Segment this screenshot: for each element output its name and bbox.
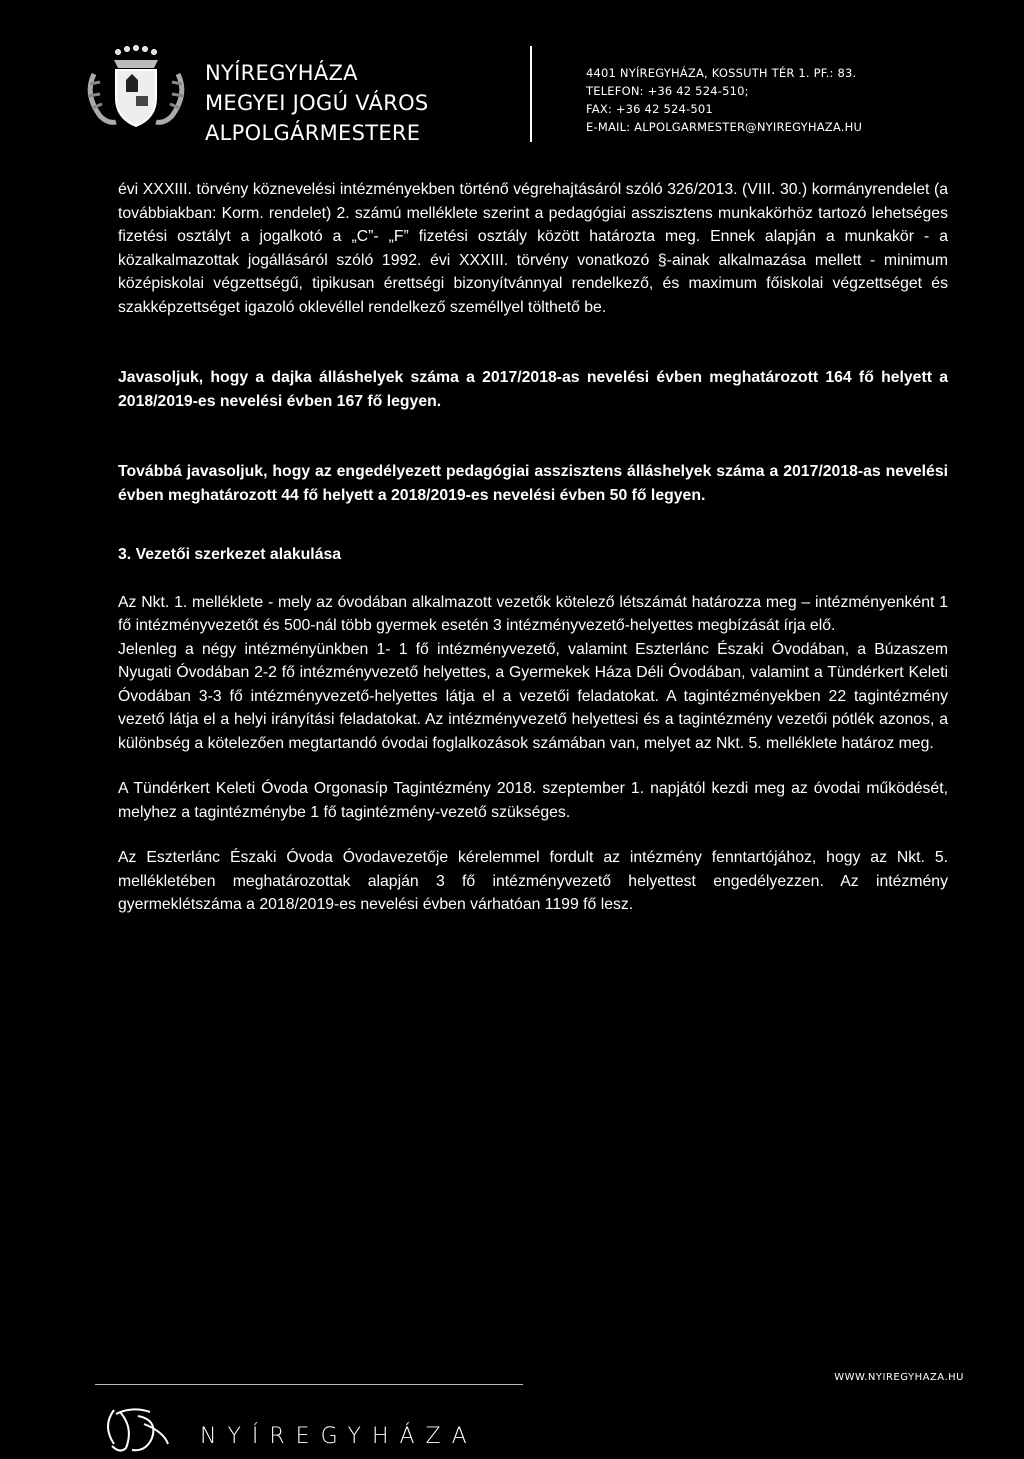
coat-of-arms-icon (74, 44, 194, 136)
org-line: ALPOLGÁRMESTERE (205, 121, 421, 145)
footer-website: WWW.NYIREGYHAZA.HU (834, 1372, 964, 1383)
org-line: MEGYEI JOGÚ VÁROS (205, 91, 429, 115)
contact-fax: FAX: +36 42 524-501 (586, 102, 713, 116)
paragraph: Jelenleg a négy intézményünkben 1- 1 fő intézményvezető, valamint Eszterlánc Északi Óvodában, a Búzaszem Nyugati Óvodában 2-2 fő intézményvezető helyettes, a Gyermekek Háza Déli Óvodában, valamint a Tündérkert Keleti Óvodában 3-3 fő intézményvezető-helyettes látja el a vezetői feladatokat. A tagintézményekben 22 tagintézmény vezető látja el a helyi irányítási feladatokat. Az intézményvezető helyettesi és a tagintézmény vezetői pótlék azonos, a különbség a kötelezően megtartandó óvodai foglalkozások számában van, melyet az Nkt. 5. melléklete határoz meg. (118, 640, 948, 752)
paragraph: Az Nkt. 1. melléklete - mely az óvodában alkalmazott vezetők kötelező létszámát határozza meg – intézményenként 1 fő intézményvezetőt és 500-nál több gyermek esetén 3 intézményvezető-helyettes megbízását írja elő. (118, 593, 948, 634)
paragraph: A Tündérkert Keleti Óvoda Orgonasíp Tagintézmény 2018. szeptember 1. napjától kezdi meg az óvodai működését, melyhez a tagintézménybe 1 fő tagintézmény-vezető szükséges. (118, 780, 948, 821)
org-line: NYÍREGYHÁZA (205, 61, 358, 85)
section-heading: 3. Vezetői szerkezet alakulása (118, 546, 342, 563)
contact-email: E-MAIL: ALPOLGARMESTER@NYIREGYHAZA.HU (586, 120, 863, 134)
document-body (118, 178, 948, 917)
paragraph: Az Eszterlánc Északi Óvoda Óvodavezetője kérelemmel fordult az intézmény fenntartójához, hogy az Nkt. 5. mellékletében meghatározottak alapján 3 fő intézményvezető helyettest engedélyezzen. Az intézmény gyermeklétszáma a 2018/2019-es nevelési évben várhatóan 1199 fő lesz. (118, 849, 948, 913)
proposal-paragraph: Javasoljuk, hogy a dajka álláshelyek száma a 2017/2018-as nevelési évben meghatározott 164 fő helyett a 2018/2019-es nevelési évben 167 fő legyen. (118, 369, 948, 410)
contact-address: 4401 NYÍREGYHÁZA, KOSSUTH TÉR 1. PF.: 83. (586, 66, 857, 80)
header-divider (530, 46, 532, 142)
paragraph: évi XXXIII. törvény köznevelési intézményekben történő végrehajtásáról szóló 326/2013. (VIII. 30.) kormányrendelet (a továbbiakban: Korm. rendelet) 2. számú melléklete szerint a pedagógiai asszisztens munkakörhöz tartozó lehetséges fizetési osztályt a jogalkotó a „C”- „F” fizetési osztály között határozta meg. Ennek alapján a munkakör - a közalkalmazottak jogállásáról szóló 1992. évi XXXIII. törvény vonatkozó §-ainak alkalmazása mellett - minimum középiskolai végzettségű, tipikusan érettségi bizonyítvánnyal rendelkező, és maximum főiskolai végzettséget és szakképzettséget igazoló oklevéllel rendelkező személlyel tölthető be. (118, 181, 948, 316)
footer-divider (95, 1384, 523, 1385)
footer-city-name: NYÍREGYHÁZA (200, 1424, 478, 1449)
contact-block (586, 64, 862, 136)
contact-phone: TELEFON: +36 42 524-510; (586, 84, 749, 98)
issuer-name (205, 58, 429, 148)
proposal-paragraph: Továbbá javasoljuk, hogy az engedélyezett pedagógiai asszisztens álláshelyek száma a 2017/2018-as nevelési évben meghatározott 44 fő helyett a 2018/2019-es nevelési évben 50 fő legyen. (118, 463, 948, 504)
